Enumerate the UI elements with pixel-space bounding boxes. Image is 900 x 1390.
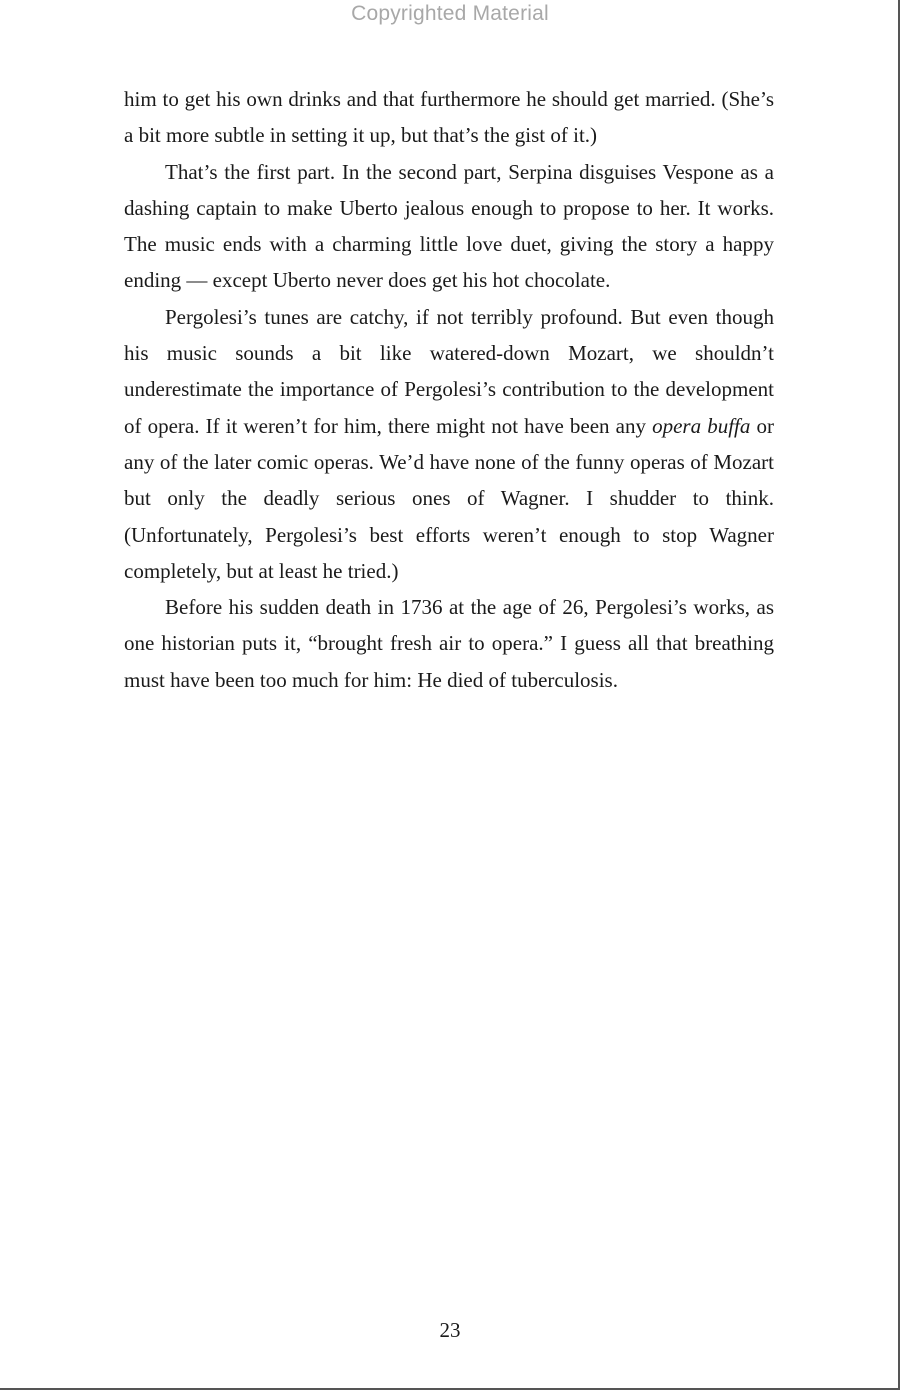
paragraph-pergolesi-tunes: [124, 299, 774, 589]
paragraph-second-part: That’s the first part. In the second part, Serpina disguises Vespone as a dashing captain to make Uberto jealous enough to propose to her. It works. The music ends with a charming little love duet, giving the story a happy ending — except Uberto never does get his hot chocolate.: [124, 159, 774, 293]
body-text: [124, 81, 774, 698]
page-number: 23: [439, 1318, 461, 1342]
paragraph-text-before: Pergolesi’s tunes are catchy, if not terribly profound. But even though his music sounds a bit like watered-down Mozart, we shouldn’t underestimate the importance of Pergolesi’s contribution to the development of opera. If it weren’t for him, there might not have been any: [124, 304, 774, 438]
italic-term: opera buffa: [652, 413, 751, 438]
paragraph-continuation: him to get his own drinks and that furthermore he should get married. (She’s a bit more subtle in setting it up, but that’s the gist of it.): [124, 87, 774, 148]
paragraph-death: Before his sudden death in 1736 at the age of 26, Pergolesi’s works, as one historian puts it, “brought fresh air to opera.” I guess all that breathing must have been too much for him: He died of tuberculosis.: [124, 595, 774, 692]
copyright-watermark: Copyrighted Material: [351, 2, 549, 25]
paragraph-text-after: or any of the later comic operas. We’d have none of the funny operas of Mozart but only the deadly serious ones of Wagner. I shudder to think. (Unfortunately, Pergolesi’s best efforts weren’t enough to stop Wagner completely, but at least he tried.): [124, 413, 774, 583]
